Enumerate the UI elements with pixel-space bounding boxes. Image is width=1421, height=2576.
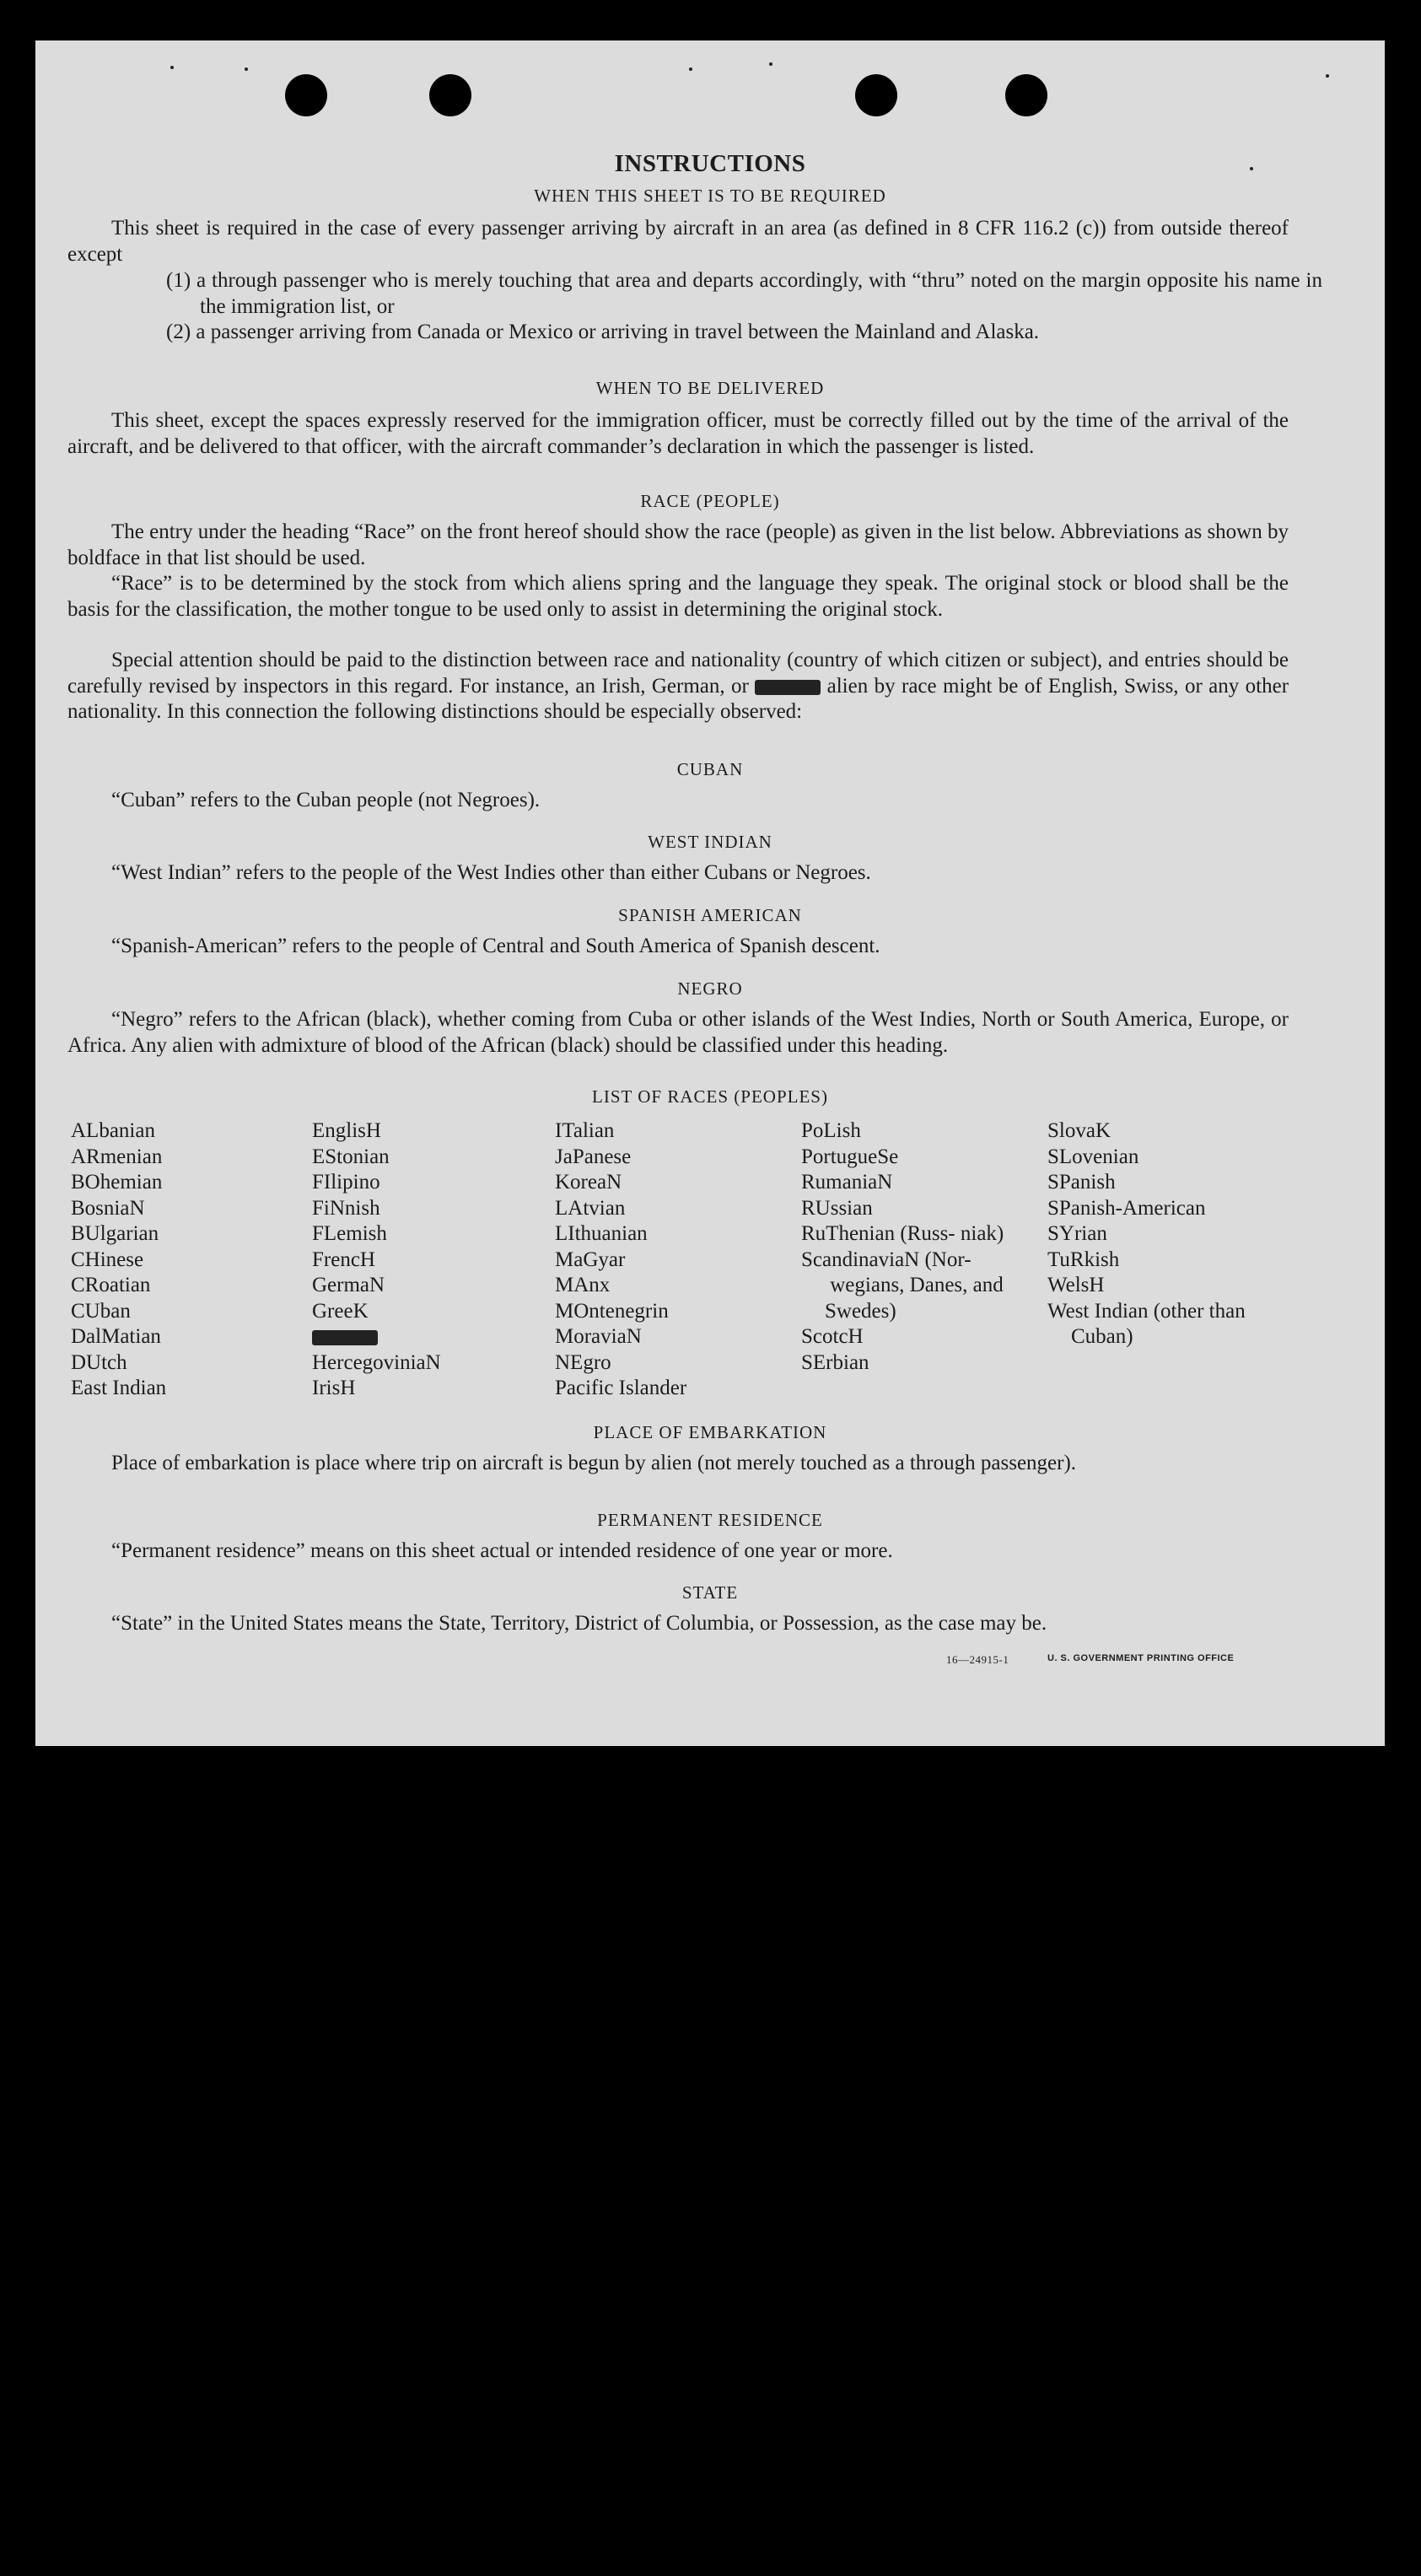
race-item: JaPanese — [555, 1145, 632, 1168]
spanish-american-text: “Spanish-American” refers to the people of Central and South America of Spanish descent. — [111, 935, 880, 957]
race-item: SPanish — [1047, 1171, 1116, 1194]
page-title: INSTRUCTIONS — [614, 150, 806, 177]
punch-hole — [855, 74, 897, 116]
race-item: MAnx — [555, 1274, 611, 1296]
section-heading-embarkation: PLACE OF EMBARKATION — [593, 1422, 827, 1442]
speck — [769, 62, 772, 66]
race-paragraph-3-part-b: alien by race might be of English, Swiss, or any other nationality. In this connection the following distinctions should be especially observed: — [67, 674, 1289, 723]
section-heading-delivered: WHEN TO BE DELIVERED — [595, 378, 825, 398]
punch-hole — [285, 74, 327, 116]
punch-hole — [429, 74, 471, 116]
race-item: RUssian — [801, 1196, 873, 1220]
race-item: RumaniaN — [801, 1171, 893, 1194]
section-heading-required: WHEN THIS SHEET IS TO BE REQUIRED — [534, 186, 886, 206]
race-item: DalMatian — [71, 1325, 161, 1348]
race-item: MoraviaN — [555, 1325, 642, 1348]
race-item: SYrian — [1047, 1222, 1107, 1245]
race-item: CRoatian — [71, 1274, 151, 1296]
races-column-1 — [71, 1118, 299, 1402]
race-item: FrencH — [312, 1248, 375, 1271]
race-item: DUtch — [71, 1350, 127, 1374]
race-item: TuRkish — [1047, 1248, 1120, 1271]
race-item: ITalian — [555, 1119, 615, 1142]
race-item: SPanish-American — [1047, 1196, 1206, 1220]
race-item: Pacific Islander — [555, 1377, 687, 1399]
race-item: KoreaN — [555, 1171, 622, 1194]
race-item: LIthuanian — [555, 1222, 648, 1245]
race-paragraph-3-part-a: Special attention should be paid to the distinction between race and nationality (country of which citizen or subject), and entries should be carefully revised by inspectors in this regard. For instance, an Irish, German, or — [67, 649, 1289, 698]
race-item: SlovaK — [1047, 1119, 1111, 1142]
race-item: FIlipino — [312, 1171, 380, 1194]
required-item-2: (2) a passenger arriving from Canada or Mexico or arriving in travel between the Mainland and Alaska. — [166, 321, 1040, 343]
races-column-4 — [801, 1118, 1025, 1376]
section-heading-residence: PERMANENT RESIDENCE — [597, 1510, 823, 1530]
race-item: ScotcH — [801, 1325, 864, 1348]
races-column-2 — [312, 1118, 540, 1402]
negro-text: “Negro” refers to the African (black), whether coming from Cuba or other islands of the West Indies, North or South America, Europe, or Africa. Any alien with admixture of blood of the African (black) should be classified under this heading. — [67, 1008, 1289, 1057]
cuban-text: “Cuban” refers to the Cuban people (not Negroes). — [111, 789, 541, 811]
race-item: CHinese — [71, 1248, 144, 1271]
race-item: WelsH — [1047, 1274, 1105, 1296]
race-item: West Indian (other than Cuban) — [1047, 1299, 1246, 1348]
section-heading-west-indian: WEST INDIAN — [648, 832, 772, 852]
races-column-5 — [1047, 1118, 1292, 1350]
section-heading-negro: NEGRO — [677, 978, 743, 999]
race-item: East Indian — [71, 1377, 167, 1399]
redaction-mark — [312, 1330, 378, 1345]
race-paragraph-2: “Race” is to be determined by the stock from which aliens spring and the language they speak. The original stock or blood shall be the basis for the classification, the mother tongue to be used only to assist in determining the original stock. — [67, 572, 1289, 621]
race-item: ALbanian — [71, 1119, 155, 1142]
race-item: ARmenian — [71, 1145, 163, 1168]
form-number: 16—24915-1 — [946, 1653, 1009, 1666]
redaction-mark — [755, 680, 821, 695]
race-item: BosniaN — [71, 1196, 145, 1220]
required-item-1: (1) a through passenger who is merely touching that area and departs accordingly, with “thru” noted on the margin opposite his name in the immigration list, or — [166, 269, 1322, 318]
speck — [170, 66, 174, 69]
race-item: EnglisH — [312, 1119, 381, 1142]
race-item: GermaN — [312, 1274, 385, 1296]
punch-hole — [1005, 74, 1047, 116]
race-item: NEgro — [555, 1350, 611, 1374]
race-item-redacted — [312, 1324, 540, 1350]
race-item: EStonian — [312, 1145, 390, 1168]
race-paragraph-1: The entry under the heading “Race” on the front hereof should show the race (people) as given in the list below. Abbreviations as shown by boldface in that list should be used. — [67, 520, 1289, 569]
race-item: GreeK — [312, 1299, 369, 1323]
race-item: HercegoviniaN — [312, 1350, 441, 1374]
race-item: CUban — [71, 1299, 131, 1323]
printer-imprint: U. S. GOVERNMENT PRINTING OFFICE — [1047, 1653, 1235, 1663]
embarkation-text: Place of embarkation is place where trip on aircraft is begun by alien (not merely touched as a through passenger). — [111, 1452, 1077, 1474]
state-text: “State” in the United States means the State, Territory, District of Columbia, or Possession, as the case may be. — [111, 1612, 1047, 1635]
race-item: BOhemian — [71, 1171, 163, 1194]
race-item: MOntenegrin — [555, 1299, 669, 1323]
race-item: FiNnish — [312, 1196, 380, 1220]
section-heading-list-of-races: LIST OF RACES (PEOPLES) — [592, 1086, 828, 1107]
race-item: FLemish — [312, 1222, 387, 1245]
section-heading-cuban: CUBAN — [676, 759, 744, 779]
race-item: IrisH — [312, 1377, 356, 1399]
west-indian-text: “West Indian” refers to the people of the West Indies other than either Cubans or Negroes. — [111, 861, 871, 884]
race-item: PortugueSe — [801, 1145, 899, 1168]
section-heading-state: STATE — [681, 1582, 739, 1603]
residence-text: “Permanent residence” means on this sheet actual or intended residence of one year or more. — [111, 1539, 893, 1562]
delivered-text: This sheet, except the spaces expressly reserved for the immigration officer, must be correctly filled out by the time of the arrival of the aircraft, and be delivered to that officer, with the aircraft commander’s declaration in which the passenger is listed. — [67, 409, 1289, 458]
section-heading-race: RACE (PEOPLE) — [640, 491, 780, 511]
race-item: RuThenian (Russ- niak) — [801, 1222, 1004, 1245]
race-item: PoLish — [801, 1119, 861, 1142]
document-sheet — [35, 40, 1385, 1746]
race-item: BUlgarian — [71, 1222, 159, 1245]
race-item: MaGyar — [555, 1248, 626, 1271]
speck — [1326, 74, 1329, 78]
races-column-3 — [555, 1118, 791, 1402]
speck — [245, 67, 248, 71]
section-heading-spanish-american: SPANISH AMERICAN — [618, 905, 802, 925]
race-item: SLovenian — [1047, 1145, 1139, 1168]
race-item: SErbian — [801, 1350, 869, 1374]
required-intro: This sheet is required in the case of every passenger arriving by aircraft in an area (as defined in 8 CFR 116.2 (c)) from outside thereof except — [67, 217, 1289, 266]
speck — [689, 67, 692, 71]
race-item: LAtvian — [555, 1196, 626, 1220]
race-paragraph-3 — [67, 648, 1289, 725]
race-item: ScandinaviaN (Nor- wegians, Danes, and Swedes) — [801, 1248, 1004, 1323]
